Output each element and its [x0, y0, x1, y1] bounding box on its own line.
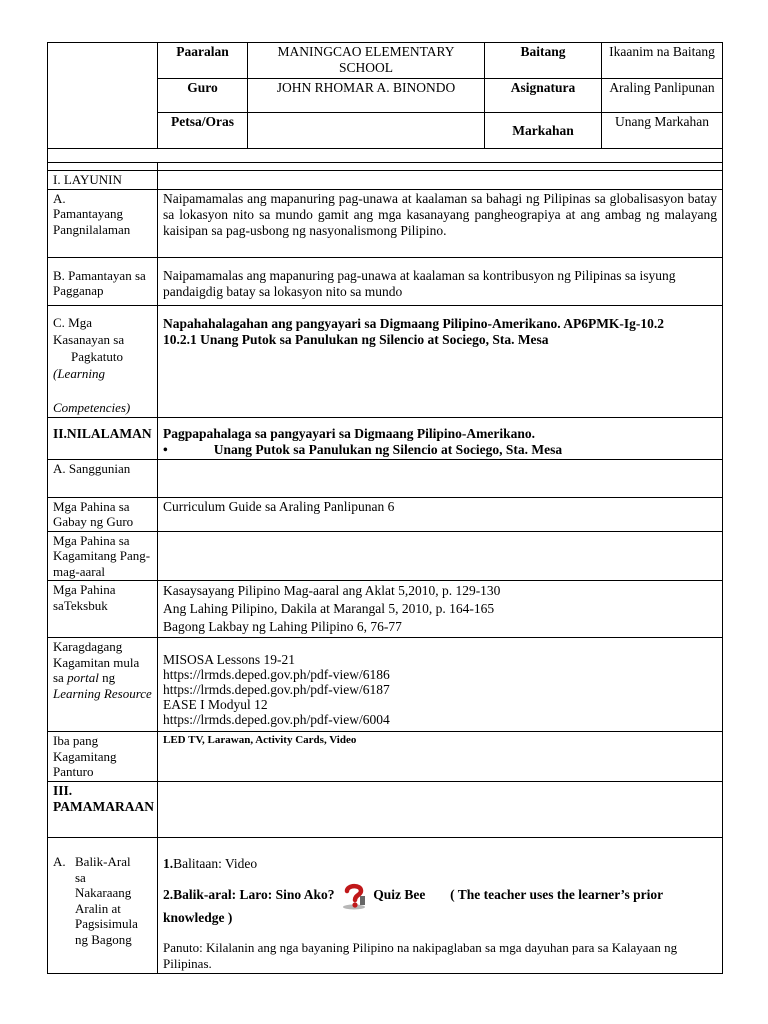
subject-label: Asignatura: [485, 79, 602, 113]
kasanayan-label: C. Mga Kasanayan sa Pagkatuto (Learning Competencies): [48, 305, 158, 417]
grade-value: Ikaanim na Baitang: [602, 43, 723, 79]
balik-aral-line: 2.Balik-aral: Laro: Sino Ako? Quiz Bee ( The teacher uses the learner’s prior knowledge ): [163, 882, 717, 926]
balik-aral-content: [158, 838, 723, 974]
iba-pang-kagamitan-text: LED TV, Larawan, Activity Cards, Video: [158, 732, 723, 782]
balik-aral-row: [48, 838, 723, 974]
kagamitang-mag-aaral-row: [48, 531, 723, 581]
kasanayan-row: [48, 305, 723, 417]
sanggunian-label: A. Sanggunian: [48, 459, 158, 497]
header-row-school: [48, 43, 723, 79]
balik-aral-label: A. Balik-Aral sa Nakaraang Aralin at Pagsisimula ng Bagong: [48, 838, 158, 974]
kasanayan-text: Napahahalagahan ang pangyayari sa Digmaang Pilipino-Amerikano. AP6PMK-Ig-10.2 10.2.1 Unang Putok sa Panulukan ng Silencio at Sociego, Sta. Mesa: [158, 305, 723, 417]
karagdagang-row: [48, 638, 723, 732]
pamantayang-pangnilalaman-text: Naipamamalas ang mapanuring pag-unawa at kaalaman sa bahagi ng Pilipinas sa globalisasyon batay sa lokasyon nito sa mundo gamit ang mga kasanayang pangheograpiya at ang ambag ng malayang kaisipan sa pag-usbong ng nasyonalismong Pilipino.: [158, 189, 723, 257]
nilalaman-text: Pagpapahalaga sa pangyayari sa Digmaang Pilipino-Amerikano. • Unang Putok sa Panulukan ng Silencio at Sociego, Sta. Mesa: [158, 417, 723, 459]
layunin-section-label: I. LAYUNIN: [48, 171, 158, 190]
nilalaman-section-label: II.NILALAMAN: [48, 417, 158, 459]
kagamitang-mag-aaral-label: Mga Pahina sa Kagamitang Pang-mag-aaral: [48, 531, 158, 581]
quarter-value: Unang Markahan: [602, 113, 723, 149]
lesson-plan-page: [47, 42, 722, 974]
school-value: MANINGCAO ELEMENTARY SCHOOL: [248, 43, 485, 79]
quarter-label: Markahan: [485, 113, 602, 149]
subject-value: Araling Panlipunan: [602, 79, 723, 113]
spacer-row: [48, 163, 723, 171]
pamantayan-pagganap-label: B. Pamantayan sa Pagganap: [48, 257, 158, 305]
bullet-icon: •: [163, 441, 168, 457]
pamantayang-pangnilalaman-label: A. Pamantayang Pangnilalaman: [48, 189, 158, 257]
date-label: Petsa/Oras: [158, 113, 248, 149]
pamantayan-pagganap-row: [48, 257, 723, 305]
lesson-plan-table: [47, 42, 723, 974]
balitaan-line: 1.Balitaan: Video: [163, 856, 258, 871]
nilalaman-row: [48, 417, 723, 459]
header-blank-cell: [48, 43, 158, 149]
teacher-label: Guro: [158, 79, 248, 113]
teacher-value: JOHN RHOMAR A. BINONDO: [248, 79, 485, 113]
school-label: Paaralan: [158, 43, 248, 79]
karagdagang-label: Karagdagang Kagamitan mula sa portal ng Learning Resource: [48, 638, 158, 732]
layunin-header-row: [48, 171, 723, 190]
teksbuk-text: Kasaysayang Pilipino Mag-aaral ang Aklat 5,2010, p. 129-130 Ang Lahing Pilipino, Dakila at Marangal 5, 2010, p. 164-165 Bagong Lakbay ng Lahing Pilipino 6, 76-77: [158, 581, 723, 638]
question-mark-icon: [340, 882, 368, 910]
gabay-guro-row: [48, 497, 723, 531]
grade-label: Baitang: [485, 43, 602, 79]
sanggunian-row: [48, 459, 723, 497]
gabay-guro-label: Mga Pahina sa Gabay ng Guro: [48, 497, 158, 531]
panuto-text: Panuto: Kilalanin ang nga bayaning Pilipino na nakipaglaban sa mga dayuhan para sa Kalayaan ng Pilipinas.: [163, 940, 678, 971]
iba-pang-kagamitan-row: [48, 732, 723, 782]
pamamaraan-header-row: [48, 782, 723, 838]
spacer-row: [48, 149, 723, 163]
pamantayang-pangnilalaman-row: [48, 189, 723, 257]
iba-pang-kagamitan-label: Iba pang Kagamitang Panturo: [48, 732, 158, 782]
pamantayan-pagganap-text: Naipamamalas ang mapanuring pag-unawa at kaalaman sa kontribusyon ng Pilipinas sa isyung pandaigdig batay sa lokasyon nito sa mundo: [158, 257, 723, 305]
karagdagang-text: MISOSA Lessons 19-21 https://lrmds.deped.gov.ph/pdf-view/6186 https://lrmds.deped.gov.ph/pdf-view/6187 EASE I Modyul 12 https://lrmds.deped.gov.ph/pdf-view/6004: [158, 638, 723, 732]
pamamaraan-section-label: III. PAMAMARAAN: [48, 782, 158, 838]
teksbuk-row: [48, 581, 723, 638]
teksbuk-label: Mga Pahina saTeksbuk: [48, 581, 158, 638]
date-value: [248, 113, 485, 149]
gabay-guro-text: Curriculum Guide sa Araling Panlipunan 6: [158, 497, 723, 531]
